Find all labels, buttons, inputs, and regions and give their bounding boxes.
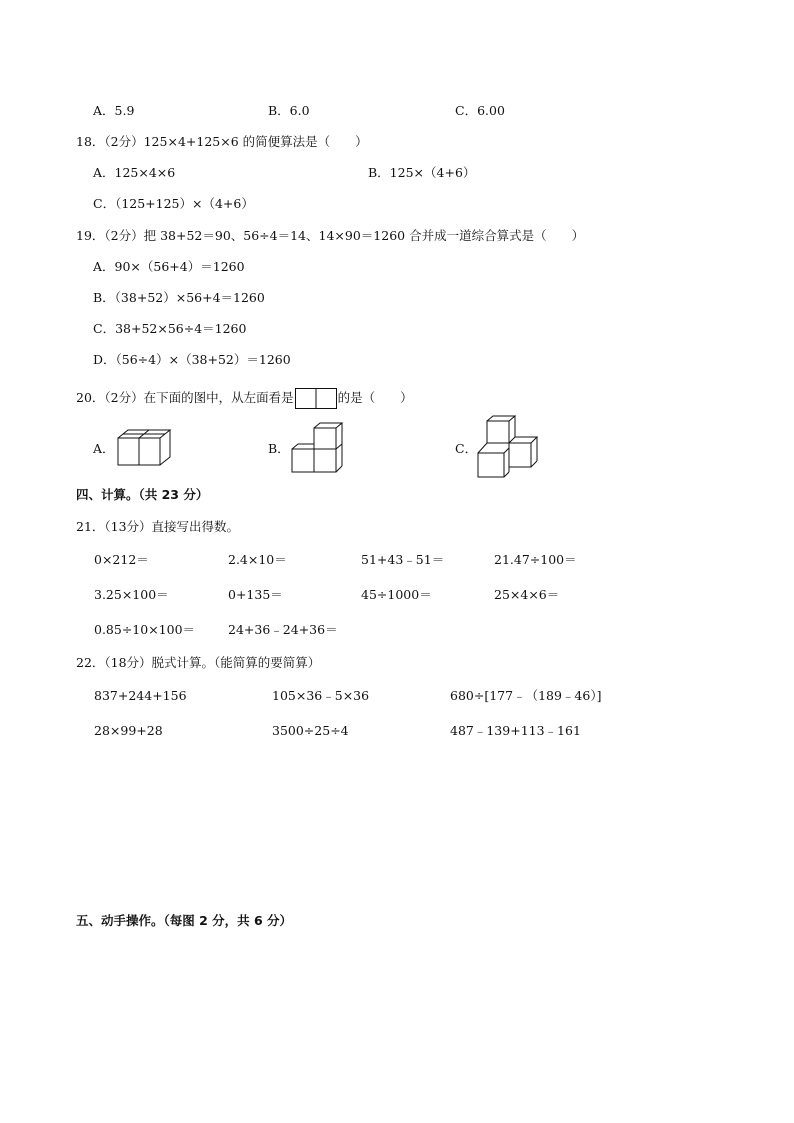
two-square-view-icon [295,388,337,409]
q22-item: 3500÷25÷4 [272,723,349,738]
q21-item: 25×4×6＝ [494,587,560,602]
q18-option-c: C．（125+125）×（4+6） [93,196,254,211]
q19-option-a: A．90×（56+4）＝1260 [93,259,245,274]
cube-figure-c-icon [477,415,541,479]
q22-item: 680÷[177﹣（189﹣46）] [450,688,602,703]
q21-item: 21.47÷100＝ [494,552,577,567]
q21-item: 0.85÷10×100＝ [94,622,196,637]
cube-figure-a-icon [117,428,177,468]
q20-stem [76,388,413,409]
q21-item: 0×212＝ [94,552,149,567]
q22-item: 28×99+28 [94,723,163,738]
q18-option-a: A．125×4×6 [93,165,176,180]
q19-stem: 19．（2分）把 38+52＝90、56÷4＝14、14×90＝1260 合并成一道综合算式是（ ） [76,228,585,243]
q21-item: 2.4×10＝ [228,552,287,567]
q21-item: 45÷1000＝ [361,587,432,602]
q20-option-c: C． [455,441,478,456]
q20-stem-after: 的是（ ） [337,390,413,405]
q18-stem: 18．（2分）125×4+125×6 的简便算法是（ ） [76,134,368,149]
q21-item: 0+135＝ [228,587,283,602]
cube-figure-b-icon [291,422,347,474]
q22-item: 105×36﹣5×36 [272,688,370,703]
q20-option-a: A． [93,441,115,456]
q18-option-b: B．125×（4+6） [368,165,476,180]
q21-stem: 21．（13分）直接写出得数。 [76,519,240,534]
q22-stem: 22．（18分）脱式计算。（能简算的要简算） [76,655,321,670]
section-5-title: 五、动手操作。（每图 2 分，共 6 分） [76,913,293,928]
q21-item: 24+36﹣24+36＝ [228,622,338,637]
q22-item: 487﹣139+113﹣161 [450,723,581,738]
q20-stem-before: 20．（2分）在下面的图中，从左面看是 [76,390,294,405]
q19-option-c: C．38+52×56÷4＝1260 [93,321,247,336]
q17-option-b: B．6.0 [268,103,310,118]
q21-item: 3.25×100＝ [94,587,169,602]
q17-option-c: C．6.00 [455,103,505,118]
q21-item: 51+43﹣51＝ [361,552,445,567]
q22-item: 837+244+156 [94,688,187,703]
section-4-title: 四、计算。（共 23 分） [76,487,209,502]
q19-option-b: B．（38+52）×56+4＝1260 [93,290,265,305]
q19-option-d: D．（56÷4）×（38+52）＝1260 [93,352,291,367]
q17-option-a: A．5.9 [93,103,135,118]
q20-option-b: B． [268,441,290,456]
